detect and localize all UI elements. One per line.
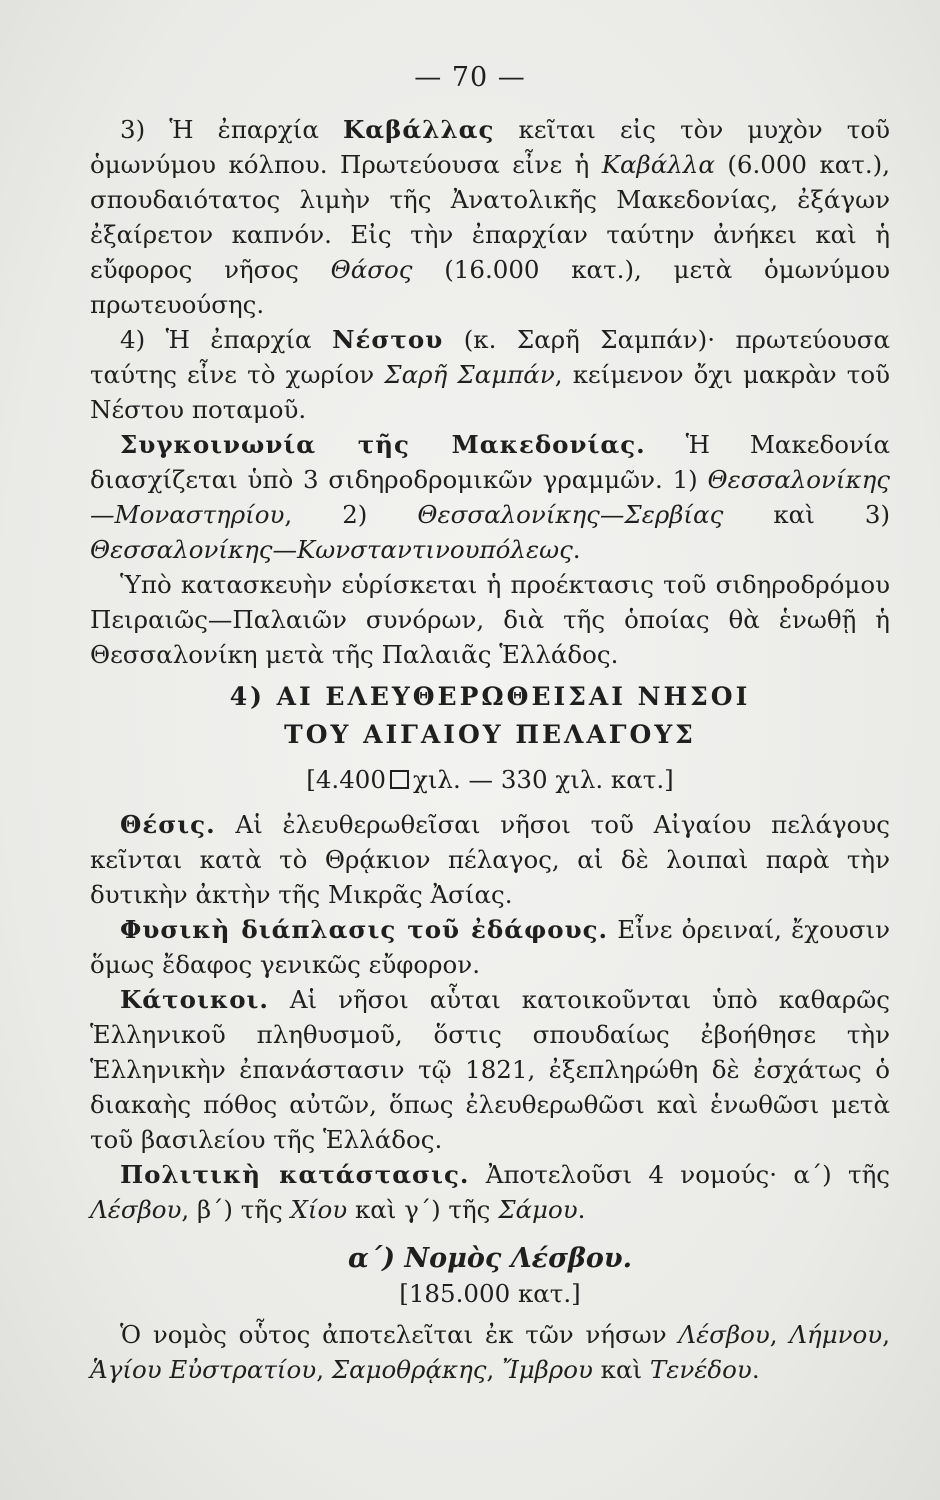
paragraph-railway-extension: Ὑπὸ κατασκευὴν εὑρίσκεται ἡ προέκτασις τοῦ σιδηροδρόμου Πειραιῶς—Παλαιῶν συνόρων, διὰ τῆς ὁποίας θὰ ἑνωθῇ ἡ Θεσσαλονίκη μετὰ τῆς Παλαιᾶς Ἑλλάδος. [90,570,890,669]
bold-term: Νέστου [332,325,444,354]
page-body [90,112,890,1387]
italic-term: Τενέδου [649,1355,752,1384]
paragraph-lesvos-prefecture [90,1317,890,1387]
text-run: , β΄) τῆς [181,1195,291,1224]
text-run: , [486,1355,503,1384]
text-run: , 2) [284,500,418,529]
subsection-stats: [185.000 κατ.] [399,1279,581,1308]
text-run: Αἱ νῆσοι αὗται κατοικοῦνται ὑπὸ καθαρῶς Ἑλληνικοῦ πληθυσμοῦ, ὅστις σπουδαίως ἐβοήθησε τὴν Ἑλληνικὴν ἐπανάστασιν τῷ 1821, ἐξεπληρώθη δὲ ἐσχάτως ὁ διακαὴς πόθος αὐτῶν, ὅπως ἐλευθερωθῶσι καὶ ἑνωθῶσι μετὰ τοῦ βασιλείου τῆς Ἑλλάδος. [90,985,890,1154]
text-run: , κείμενον ὄχι μακρὰν τοῦ Νέστου ποταμοῦ. [90,360,890,424]
text-run: (6.000 κατ.), σπουδαιότατος λιμὴν τῆς Ἀνατολικῆς Μακεδονίας, ἐξάγων ἐξαίρετον καπνόν. Εἰς τὴν ἐπαρχίαν ταύτην ἀνήκει καὶ ἡ εὔφορος νῆσος [90,150,890,284]
paragraph-position [90,807,890,912]
text-run: 3) Ἡ ἐπαρχία [120,115,343,144]
italic-term: Σαμοθρᾴκης [331,1355,487,1384]
section-stats [90,762,890,797]
italic-term: Σαρῆ Σαμπάν [384,360,555,389]
text-run: , [769,1320,790,1349]
italic-term: Θεσσαλονίκης—Μοναστηρίου [90,465,890,529]
text-run: , [882,1320,890,1349]
subsection-heading: α΄) Νομὸς Λέσβου. [347,1243,633,1274]
text-run: καὶ 3) [723,500,891,529]
paragraph-inhabitants [90,982,890,1157]
italic-term: Ἁγίου Εὐστρατίου [90,1355,317,1384]
text-run: καὶ γ΄) τῆς [347,1195,499,1224]
italic-term: Σάμου [498,1195,578,1224]
text-run: , [316,1355,332,1384]
text-run: Ἀποτελοῦσι 4 νομούς· α΄) τῆς [469,1160,890,1189]
italic-term: Καβάλλα [601,150,715,179]
paragraph-nestos [90,322,890,427]
text-run: . [572,535,581,564]
text-run: 4) Ἡ ἐπαρχία [120,325,333,354]
text-run: καὶ [592,1355,650,1384]
bold-term: Καβάλλας [343,115,495,144]
text-run: Εἶνε ὀρειναί, ἔχουσιν ὅμως ἔδαφος γενικῶς εὔφορον. [90,915,890,979]
text-run: (16.000 κατ.), μετὰ ὁμωνύμου πρωτευούσης. [90,255,891,319]
italic-term: Ἴμβρου [502,1355,593,1384]
text-run: κεῖται εἰς τὸν μυχὸν τοῦ ὁμωνύμου κόλπου. Πρωτεύουσα εἶνε ἡ [90,115,891,179]
paragraph-kavala [90,112,890,322]
italic-term: Θεσσαλονίκης—Κωνσταντινουπόλεως [90,535,573,564]
paragraph-physical-formation [90,912,890,982]
text-run: . [577,1195,586,1224]
bold-term: Κάτοικοι. [120,985,269,1014]
section-heading-line: 4) ΑΙ ΕΛΕΥΘΕΡΩΘΕΙΣΑΙ ΝΗΣΟΙ [229,682,751,711]
paragraph-communications [90,427,890,567]
bold-term: Φυσικὴ διάπλασις τοῦ ἐδάφους. [120,915,609,944]
italic-term: Λέσβου [90,1195,182,1224]
page-number: — 70 — [414,62,526,93]
paragraph-political-status [90,1157,890,1227]
text-run: Αἱ ἐλευθερωθεῖσαι νῆσοι τοῦ Αἰγαίου πελάγους κεῖνται κατὰ τὸ Θρᾴκιον πέλαγος, αἱ δὲ λοιπαὶ παρὰ τὴν δυτικὴν ἀκτὴν τῆς Μικρᾶς Ἀσίας. [90,810,890,909]
italic-term: Θεσσαλονίκης—Σερβίας [417,500,724,529]
text-run: (κ. Σαρῆ Σαμπάν)· πρωτεύουσα ταύτης εἶνε τὸ χωρίον [90,325,890,389]
italic-term: Λέσβου [678,1320,770,1349]
text-run: Ἡ Μακεδονία διασχίζεται ὑπὸ 3 σιδηροδρομικῶν γραμμῶν. 1) [90,430,890,494]
italic-term: Λήμνου [789,1320,883,1349]
italic-term: Χίου [290,1195,348,1224]
section-heading [90,678,890,754]
bold-term: Θέσις. [120,810,216,839]
bold-term: Συγκοινωνία τῆς Μακεδονίας. [120,430,646,459]
italic-term: Θάσος [330,255,413,284]
square-area-icon [390,770,409,789]
text-run: Ὁ νομὸς οὗτος ἀποτελεῖται ἐκ τῶν νήσων [120,1320,679,1349]
area-value: [4.400 [306,765,386,794]
population-value: χιλ. — 330 χιλ. κατ.] [412,765,674,794]
text-run: . [751,1355,760,1384]
bold-term: Πολιτικὴ κατάστασις. [120,1160,470,1189]
section-heading-line: ΤΟΥ ΑΙΓΑΙΟΥ ΠΕΛΑΓΟΥΣ [284,720,696,749]
